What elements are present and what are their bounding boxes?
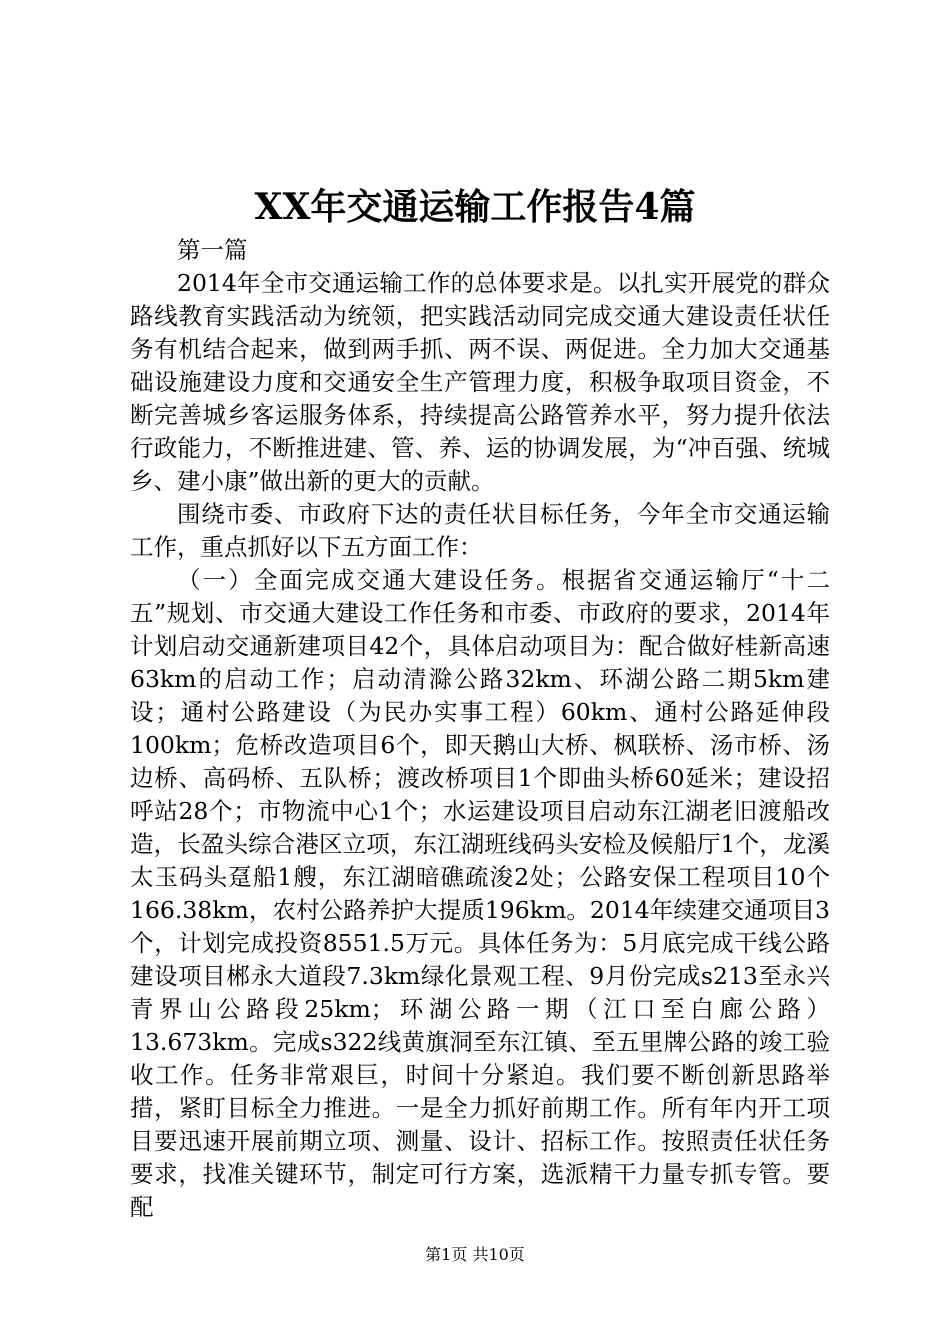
paragraph-construction-tasks: （一）全面完成交通大建设任务。根据省交通运输厅“十二五”规划、市交通大建设工作任务和市委、市政府的要求，2014年计划启动交通新建项目42个，具体启动项目为：配合做好桂新高速63km的启动工作；启动清滁公路32km、环湖公路二期5km建设；通村公路建设（为民办实事工程）60km、通村公路延伸段100km；危桥改造项目6个，即天鹅山大桥、枫联桥、汤市桥、汤边桥、高码桥、五队桥；渡改桥项目1个即曲头桥60延米；建设招呼站28个；市物流中心1个；水运建设项目启动东江湖老旧渡船改造，长盈头综合港区立项，东江湖班线码头安检及候船厅1个，龙溪太玉码头趸船1艘，东江湖暗礁疏浚2处；公路安保工程项目10个166.38km，农村公路养护大提质196km。2014年续建交通项目3个，计划完成投资8551.5万元。具体任务为：5月底完成干线公路建设项目郴永大道段7.3km绿化景观工程、9月份完成s213至永兴青界山公路段25km；环湖公路一期（江口至白廊公路）13.673km。完成s322线黄旗洞至东江镇、至五里牌公路的竣工验收工作。任务非常艰巨，时间十分紧迫。我们要不断创新思路举措，紧盯目标全力推进。一是全力抓好前期工作。所有年内开工项目要迅速开展前期立项、测量、设计、招标工作。按照责任状任务要求，找准关键环节，制定可行方案，选派精干力量专抓专管。要配	[130, 566, 830, 1221]
paragraph-overall-requirements: 2014年全市交通运输工作的总体要求是。以扎实开展党的群众路线教育实践活动为统领，把实践活动同完成交通大建设责任状任务有机结合起来，做到两手抓、两不误、两促进。全力加大交通基础设施建设力度和交通安全生产管理力度，积极争取项目资金，不断完善城乡客运服务体系，持续提高公路管养水平，努力提升依法行政能力，不断推进建、管、养、运的协调发展，为“冲百强、统城乡、建小康”做出新的更大的贡献。	[130, 269, 830, 495]
section-label: 第一篇	[177, 236, 248, 264]
page-footer: 第1页 共10页	[425, 1245, 525, 1264]
document-title: XX年交通运输工作报告4篇	[254, 186, 696, 228]
document-body	[130, 234, 830, 1224]
paragraph-five-aspects: 围绕市委、市政府下达的责任状目标任务，今年全市交通运输工作，重点抓好以下五方面工作：	[130, 500, 830, 561]
